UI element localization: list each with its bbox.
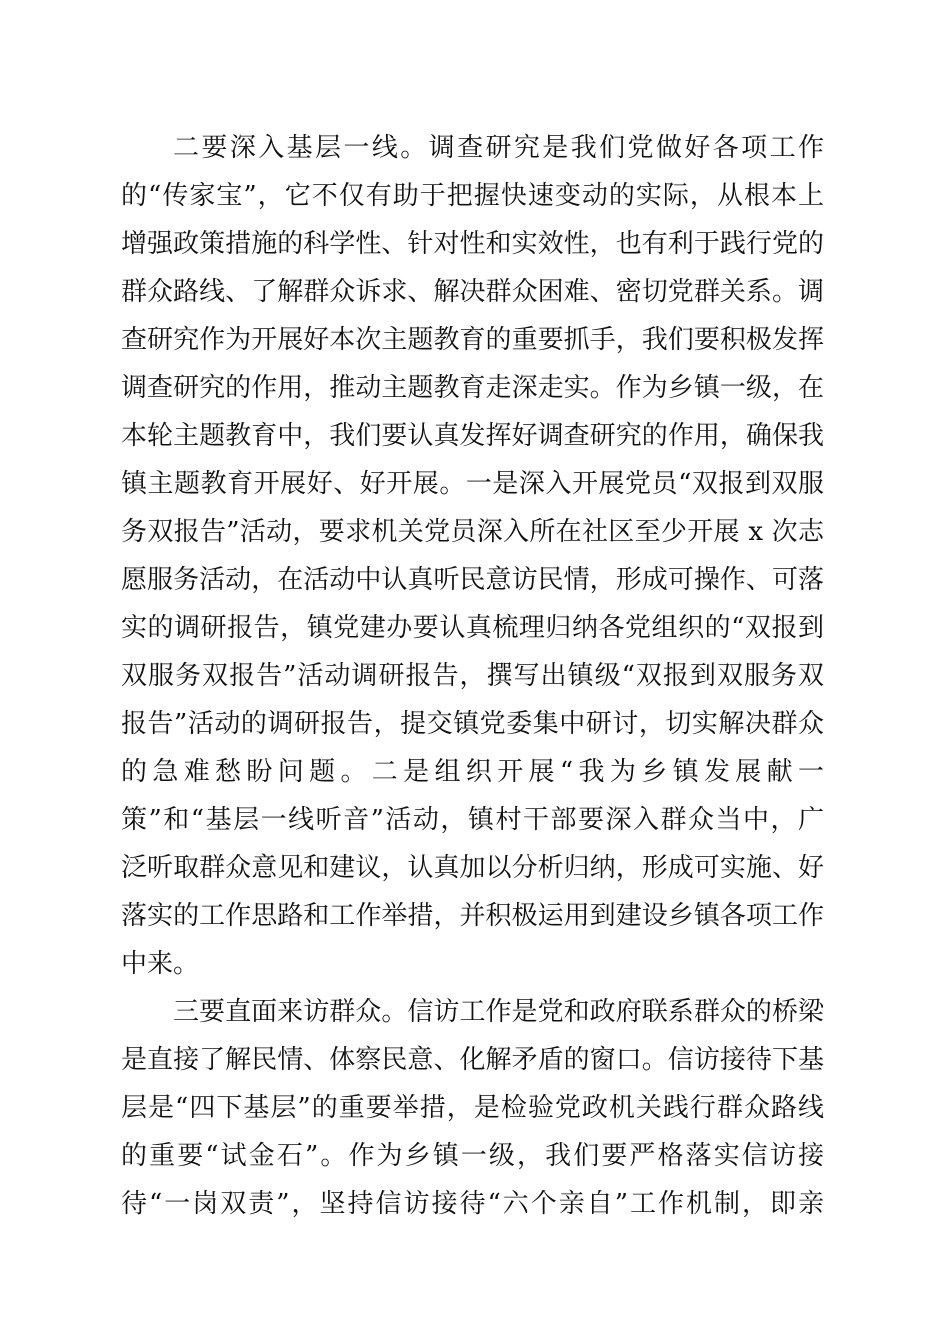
paragraph-line: 本轮主题教育中，我们要认真发挥好调查研究的作用，确保我 <box>121 421 824 451</box>
paragraph-line: 是直接了解民情、体察民意、化解矛盾的窗口。信访接待下基 <box>121 1045 824 1075</box>
paragraph-line: 策”和“基层一线听音”活动，镇村干部要深入群众当中，广 <box>121 805 824 835</box>
paragraph-line: 落实的工作思路和工作举措，并积极运用到建设乡镇各项工作 <box>121 901 824 931</box>
paragraph-deepen-grassroots <box>121 124 824 988</box>
document-body <box>121 124 824 1228</box>
paragraph-line: 务双报告”活动，要求机关党员深入所在社区至少开展 x 次志 <box>121 517 824 547</box>
paragraph-line: 报告”活动的调研报告，提交镇党委集中研讨，切实解决群众 <box>121 709 824 739</box>
paragraph-line: 实的调研报告，镇党建办要认真梳理归纳各党组织的“双报到 <box>121 613 824 643</box>
paragraph-line: 增强政策措施的科学性、针对性和实效性，也有利于践行党的 <box>121 229 824 259</box>
paragraph-line: 中来。 <box>121 949 200 979</box>
paragraph-line: 调查研究的作用，推动主题教育走深走实。作为乡镇一级，在 <box>121 373 824 403</box>
paragraph-line: 愿服务活动，在活动中认真听民意访民情，形成可操作、可落 <box>121 565 824 595</box>
paragraph-line: 双服务双报告”活动调研报告，撰写出镇级“双报到双服务双 <box>121 661 824 691</box>
paragraph-line: 的重要“试金石”。作为乡镇一级，我们要严格落实信访接 <box>121 1141 824 1171</box>
paragraph-line: 二要深入基层一线。调查研究是我们党做好各项工作 <box>173 133 824 163</box>
paragraph-line: 的“传家宝”，它不仅有助于把握快速变动的实际，从根本上 <box>121 181 824 211</box>
paragraph-line: 待“一岗双责”，坚持信访接待“六个亲自”工作机制，即亲 <box>121 1189 824 1219</box>
paragraph-face-visitors <box>121 988 824 1228</box>
paragraph-line: 群众路线、了解群众诉求、解决群众困难、密切党群关系。调 <box>121 277 824 307</box>
paragraph-line: 查研究作为开展好本次主题教育的重要抓手，我们要积极发挥 <box>121 325 824 355</box>
paragraph-line: 的急难愁盼问题。二是组织开展“我为乡镇发展献一 <box>121 757 824 787</box>
paragraph-line: 镇主题教育开展好、好开展。一是深入开展党员“双报到双服 <box>121 469 824 499</box>
paragraph-line: 泛听取群众意见和建议，认真加以分析归纳，形成可实施、好 <box>121 853 824 883</box>
paragraph-line: 层是“四下基层”的重要举措，是检验党政机关践行群众路线 <box>121 1093 824 1123</box>
paragraph-line: 三要直面来访群众。信访工作是党和政府联系群众的桥梁 <box>173 997 824 1027</box>
